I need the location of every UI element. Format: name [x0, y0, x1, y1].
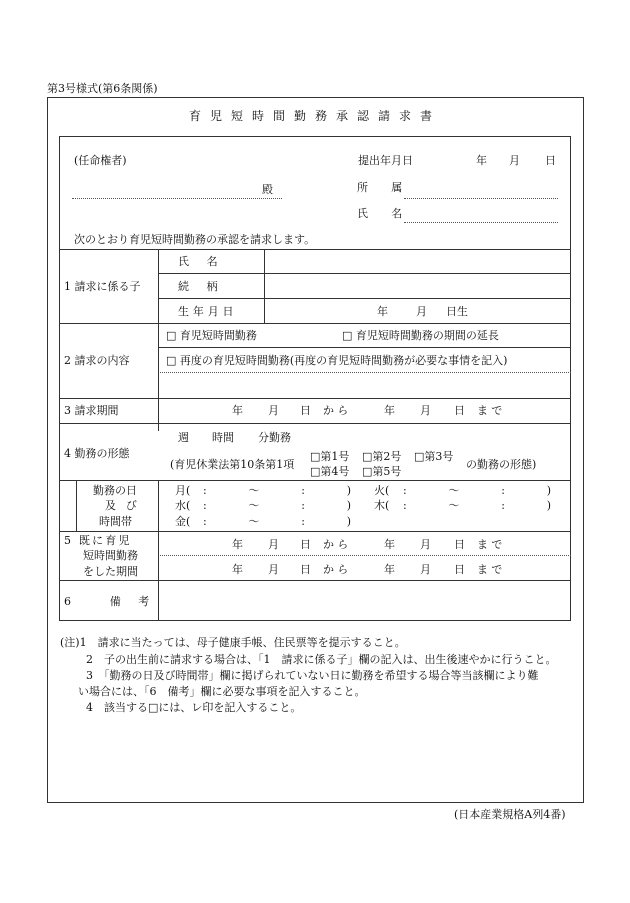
prev2-to-month: 月 — [420, 563, 431, 576]
period-to: まで — [477, 404, 506, 417]
hours-label: 時間 — [212, 431, 234, 444]
weekly-label: 週 — [178, 431, 189, 444]
sec3-label: 3 請求期間 — [64, 404, 119, 417]
period-from: から — [323, 404, 352, 417]
applicant-name-field[interactable] — [404, 222, 558, 223]
item-2[interactable]: □第2号 — [362, 450, 402, 463]
sec5-label-1: 5 既に育児 — [64, 534, 132, 547]
day-fri: 金( — [175, 515, 191, 528]
prev2-to-day: 日 — [454, 563, 465, 576]
affiliation-label: 所 属 — [357, 181, 413, 194]
days-label-2: 及び — [105, 499, 147, 512]
item-5[interactable]: □第5号 — [362, 465, 402, 478]
prev1-from-year: 年 — [232, 538, 243, 551]
note-4: 4 該当する□には、レ印を記入すること。 — [86, 701, 302, 714]
option-repeat[interactable]: □ 再度の育児短時間勤務(再度の育児短時間勤務が必要な事情を記入) — [166, 354, 508, 367]
prev1-to-month: 月 — [420, 538, 431, 551]
birth-day: 日生 — [446, 305, 468, 318]
prev1-from-day: 日 — [300, 538, 311, 551]
divider — [59, 480, 571, 481]
note-3a: 3 「勤務の日及び時間帯」欄に掲げられていない日に勤務を希望する場合等当該欄により難 — [86, 669, 539, 682]
sec6-label: 6 備考 — [64, 595, 167, 608]
divider — [59, 580, 571, 581]
prev1-to-year: 年 — [384, 538, 395, 551]
day-thu-time[interactable]: : 〜 : ) — [403, 499, 567, 512]
day-mon: 月( — [175, 484, 191, 497]
prev1-to: まで — [477, 538, 506, 551]
law-reference: (育児休業法第10条第1項 — [170, 458, 295, 471]
divider — [158, 555, 571, 556]
days-label-1: 勤務の日 — [93, 484, 137, 497]
item-1[interactable]: □第1号 — [310, 450, 350, 463]
prev2-to: まで — [477, 563, 506, 576]
note-2: 2 子の出生前に請求する場合は、「1 請求に係る子」欄の記入は、出生後速やかに行うこと。 — [86, 653, 557, 666]
note-3b: い場合には、「6 備考」欄に必要な事項を記入すること。 — [78, 685, 366, 698]
col-divider — [76, 480, 77, 531]
prev2-from-month: 月 — [268, 563, 279, 576]
day-fri-time[interactable]: : 〜 : ) — [203, 515, 367, 528]
affiliation-field[interactable] — [404, 198, 558, 199]
prev1-to-day: 日 — [454, 538, 465, 551]
appointer-label: (任命権者) — [74, 154, 127, 167]
day-wed-time[interactable]: : 〜 : ) — [203, 499, 367, 512]
prev2-from-year: 年 — [232, 563, 243, 576]
applicant-name-label: 氏 名 — [357, 207, 413, 220]
period-from-year: 年 — [232, 404, 243, 417]
submit-date-label: 提出年月日 — [358, 154, 413, 167]
period-to-month: 月 — [420, 404, 431, 417]
period-to-year: 年 — [384, 404, 395, 417]
col-divider — [264, 249, 265, 323]
divider — [158, 347, 571, 348]
submit-day: 日 — [545, 154, 556, 167]
sec5-label-2: 短時間勤務 — [83, 549, 138, 562]
divider — [158, 273, 571, 274]
prev1-from: から — [323, 538, 352, 551]
day-tue: 火( — [374, 484, 390, 497]
submit-year: 年 — [476, 154, 487, 167]
sec5-label-3: をした期間 — [83, 565, 138, 578]
divider — [59, 423, 571, 424]
divider — [158, 298, 571, 299]
period-from-month: 月 — [268, 404, 279, 417]
item-4[interactable]: □第4号 — [310, 465, 350, 478]
paper-standard: (日本産業規格A列4番) — [454, 808, 566, 821]
divider — [59, 398, 571, 399]
note-1: (注)1 請求に当たっては、母子健康手帳、住民票等を提示すること。 — [60, 636, 406, 649]
child-name-label: 氏名 — [178, 255, 236, 268]
dono-label: 殿 — [262, 183, 273, 196]
divider — [158, 372, 571, 373]
minutes-label: 分勤務 — [258, 431, 291, 444]
period-to-day: 日 — [454, 404, 465, 417]
prev1-from-month: 月 — [268, 538, 279, 551]
child-birthdate-label: 生年月日 — [178, 305, 238, 318]
days-label-3: 時間帯 — [99, 515, 132, 528]
divider — [59, 531, 571, 532]
divider — [59, 249, 571, 250]
prev2-to-year: 年 — [384, 563, 395, 576]
appointer-line — [72, 198, 282, 199]
sec4-label: 4 勤務の形態 — [64, 447, 130, 460]
col-divider — [158, 249, 159, 431]
prev2-from-day: 日 — [300, 563, 311, 576]
child-relation-label: 続柄 — [178, 280, 236, 293]
birth-year: 年 — [377, 305, 388, 318]
law-suffix: の勤務の形態) — [466, 458, 537, 471]
prev2-from: から — [323, 563, 352, 576]
sec1-label: 1 請求に係る子 — [64, 280, 141, 293]
item-3[interactable]: □第3号 — [414, 450, 454, 463]
day-mon-time[interactable]: : 〜 : ) — [203, 484, 367, 497]
day-tue-time[interactable]: : 〜 : ) — [403, 484, 567, 497]
option-short-time[interactable]: □ 育児短時間勤務 — [166, 329, 257, 342]
form-title: 育児短時間勤務承認請求書 — [188, 109, 441, 123]
divider — [59, 323, 571, 324]
day-wed: 水( — [175, 499, 191, 512]
sec2-label: 2 請求の内容 — [64, 354, 130, 367]
intro-text: 次のとおり育児短時間勤務の承認を請求します。 — [74, 233, 316, 246]
option-extension[interactable]: □ 育児短時間勤務の期間の延長 — [342, 329, 499, 342]
submit-month: 月 — [509, 154, 520, 167]
birth-month: 月 — [416, 305, 427, 318]
day-thu: 木( — [374, 499, 390, 512]
period-from-day: 日 — [300, 404, 311, 417]
form-number: 第3号様式(第6条関係) — [47, 82, 158, 95]
